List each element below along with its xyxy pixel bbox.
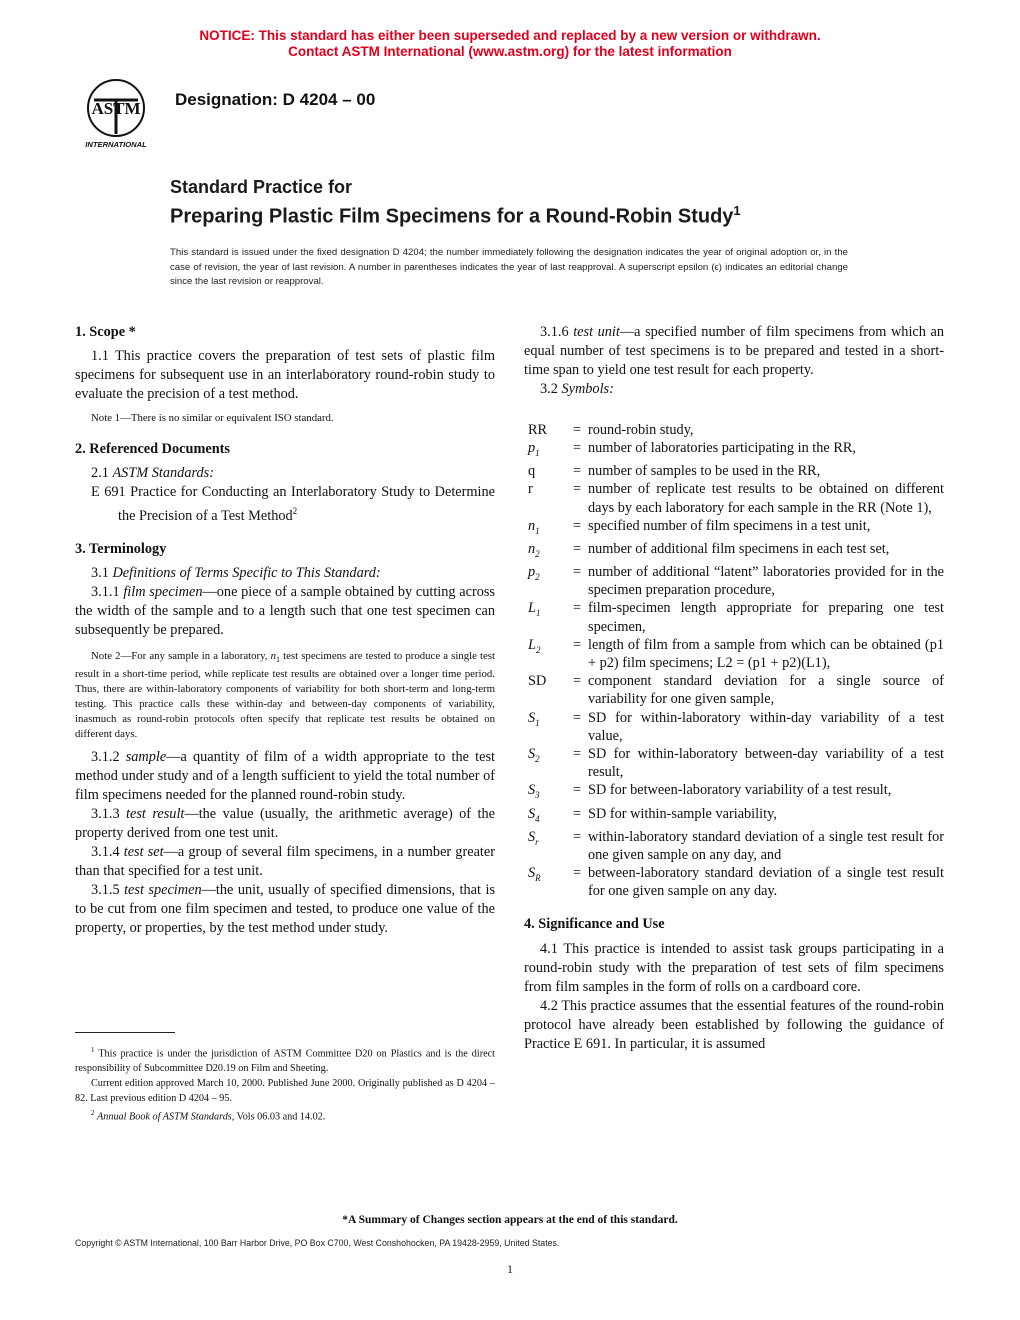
symbol-equals: = [572,746,582,763]
title-footnote-mark: 1 [733,203,741,218]
definition-test-unit: 3.1.6 test unit—a specified number of film specimens from which an equal number of test specimens is to be prepared and tested in a short-time span to yield one test result for each property. [524,324,945,378]
paragraph-3-1: 3.1 Definitions of Terms Specific to This Standard: [91,564,381,581]
copyright-line: Copyright © ASTM International, 100 Barr Harbor Drive, PO Box C700, West Conshohocken, PA 19428-2959, United States. [75,1238,560,1248]
symbol-equals: = [572,709,582,726]
symbol-definition: number of samples to be used in the RR, [588,463,821,480]
symbol-equals: = [572,517,582,534]
right-column [524,323,944,1054]
symbol-definition: component standard deviation for a single source of variability for one given sample, [588,673,944,708]
symbol-definition: SD for within-laboratory within-day variability of a test value, [588,709,944,744]
section-2-heading: 2. Referenced Documents [75,441,230,457]
symbol-equals: = [572,481,582,498]
symbol-definition: number of additional film specimens in each test set, [588,540,890,557]
document-title [170,176,741,230]
symbol-term: SD [528,673,547,690]
symbol-definition: number of additional “latent” laboratories provided for in the specimen preparation procedure, [588,564,944,599]
symbol-term: $p_2$ [528,564,540,582]
symbol-equals: = [572,463,582,480]
symbol-term: q [528,463,536,480]
definition-test-specimen: 3.1.5 test specimen—the unit, usually of specified dimensions, that is to be cut from one film specimen and tested, to produce one value of the property, or properties, by the test method under study. [75,881,496,936]
symbol-definition: length of film from a sample from which can be obtained (p1 + p2) film specimens; L2 = (p1 + p2)(L1), [588,636,944,672]
symbol-equals: = [572,440,582,457]
definition-test-result: 3.1.3 test result—the value (usually, the arithmetic average) of the property derived from one test unit. [75,805,495,841]
symbol-definition: SD for within-sample variability, [588,805,777,822]
logo-subtext: INTERNATIONAL [85,140,147,149]
symbol-equals: = [572,564,582,580]
symbol-definition: film-specimen length appropriate for preparing one test specimen, [588,600,944,635]
withdrawn-notice [0,28,1020,60]
section-1-heading: 1. Scope * [75,324,136,340]
symbol-term: $S_4$ [528,805,540,824]
footnote-divider [75,1032,175,1033]
footnote-1: $^1$ This practice is under the jurisdiction of ASTM Committee D20 on Plastics and is the direct responsibility of Subcommittee D20.19 on Film and Sheeting. [75,1046,495,1075]
symbol-definition: round-robin study, [588,422,694,438]
title-line-1: Standard Practice for [170,177,353,197]
notice-line-1: NOTICE: This standard has either been superseded and replaced by a new version or withdrawn. [199,28,821,43]
symbol-definition: between-laboratory standard deviation of a single test result for one given sample on any day. [588,864,944,900]
definition-test-set: 3.1.4 test set—a group of several film specimens, in a number greater than that specified for a test unit. [75,843,495,879]
symbol-term: $S_1$ [528,709,540,728]
designation: Designation: D 4204 – 00 [175,90,376,109]
symbol-equals: = [572,673,582,690]
symbol-term: r [528,481,533,498]
symbol-equals: = [572,600,582,617]
logo-text: ASTM [91,99,141,118]
symbol-term: $n_2$ [528,540,540,559]
symbol-equals: = [572,864,582,881]
title-line-2 [170,198,741,230]
symbol-equals: = [572,636,582,653]
symbol-term: $p_1$ [528,440,540,459]
reference-e691: E 691 Practice for Conducting an Interlaboratory Study to Determine the Precision of a Test Method$^2$ [91,484,495,524]
title-main: Preparing Plastic Film Specimens for a Round-Robin Study [170,205,734,228]
paragraph-3-2: 3.2 Symbols: [540,381,614,397]
summary-of-changes-note: *A Summary of Changes section appears at the end of this standard. [342,1214,678,1226]
symbol-equals: = [572,805,582,822]
issuance-statement: This standard is issued under the fixed designation D 4204; the number immediately following the designation indicates the year of original adoption or, in the case of revision, the year of last revision. A number in parentheses indicates the year of last reapproval. A superscript epsilon (ϵ) indicates an editorial change since the last revision or reapproval. [170,247,848,287]
symbol-term: $S_r$ [528,828,539,847]
astm-logo-icon [72,78,162,150]
note-1: Note 1—There is no similar or equivalent ISO standard. [91,412,334,424]
symbols-list [528,421,944,900]
paragraph-2-1: 2.1 ASTM Standards: [91,465,214,481]
section-4-heading: 4. Significance and Use [524,916,665,933]
page-number: 1 [507,1262,513,1276]
symbol-definition: SD for within-laboratory between-day variability of a test result, [588,746,944,781]
symbol-definition: SD for between-laboratory variability of a test result, [588,782,892,799]
symbol-term: $L_2$ [528,636,541,655]
symbol-term: RR [528,422,548,438]
footnote-2: $^2$ Annual Book of ASTM Standards, Vols 06.03 and 14.02. [91,1109,326,1123]
footnotes [75,1043,495,1125]
section-3-heading: 3. Terminology [75,540,167,557]
footnote-1-edition: Current edition approved March 10, 2000. Published June 2000. Originally published as D 4204 – 82. Last previous edition D 4204 – 95. [75,1078,495,1105]
symbol-equals: = [572,540,582,557]
paragraph-1-1: 1.1 This practice covers the preparation of test sets of plastic film specimens for subsequent use in an interlaboratory round-robin study to evaluate the precision of a test method. [75,348,495,402]
symbol-definition: specified number of film specimens in a test unit, [588,517,871,534]
symbol-term: $L_1$ [528,600,541,619]
definition-sample: 3.1.2 sample—a quantity of film of a width appropriate to the test method under study and of a length sufficient to yield the total number of film specimens needed for the planned round-robin study. [75,748,495,803]
symbol-term: $S_3$ [528,782,540,801]
paragraph-4-1: 4.1 This practice is intended to assist task groups participating in a round-robin study with the preparation of test sets of film specimens from film samples in the form of rolls on a cardboard core. [524,941,944,996]
symbol-definition: number of laboratories participating in the RR, [588,440,856,457]
symbol-equals: = [572,828,582,845]
symbol-term: $S_R$ [528,864,541,883]
note-2: Note 2—For any sample in a laboratory, $n_1$ test specimens are tested to produce a single test result in a short-time period, while replicate test results are obtained over a longer time period. Thus, there are within-laboratory components of variability for both short-term and long-term testing. This practice calls these within-day and between-day components of variability, inasmuch as round-robin protocols often specify that replicate test results be obtained on different days. [75,649,496,740]
symbol-equals: = [572,782,582,799]
symbol-term: $n_1$ [528,517,540,536]
definition-film-specimen: 3.1.1 film specimen—one piece of a sample obtained by cutting across the width of the sample and to a length such that one test specimen can subsequently be prepared. [75,583,495,638]
notice-line-2: Contact ASTM International (www.astm.org) for the latest information [288,44,732,59]
paragraph-4-2: 4.2 This practice assumes that the essential features of the round-robin protocol have already been established by following the guidance of Practice E 691. In particular, it is assumed [524,998,944,1053]
symbol-definition: within-laboratory standard deviation of a single test result for one given sample on any day, and [588,828,944,863]
symbol-definition: number of replicate test results to be obtained on different days by each laboratory for each sample in the RR (Note 1), [588,481,944,516]
symbol-term: $S_2$ [528,746,540,764]
symbol-equals: = [572,422,582,438]
left-column [75,323,495,938]
